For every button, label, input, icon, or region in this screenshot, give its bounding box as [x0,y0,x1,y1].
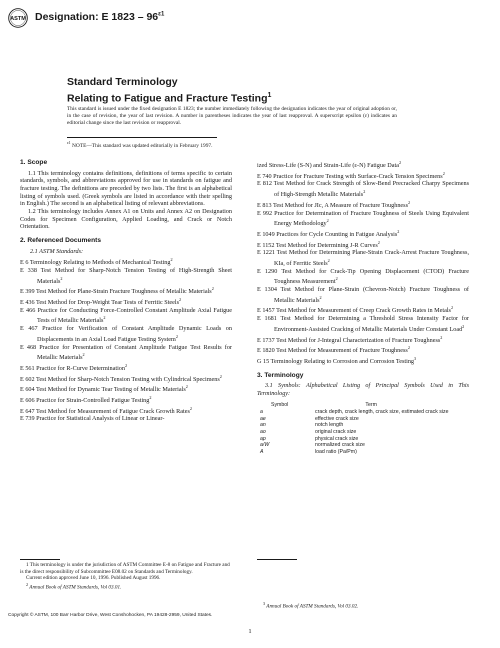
title-line-1: Standard Terminology [67,76,178,88]
reference-footnote-mark: 2 [211,286,214,292]
reference-footnote-mark: 2 [175,333,178,339]
reference-text: E 1737 Test Method for J-Integral Characterization of Fracture Toughness [257,336,441,344]
reference-item [20,415,232,423]
reference-item [20,405,232,416]
editorial-note-sup: ε1 [67,140,71,145]
term-cell: normalized crack size [315,442,365,449]
reference-footnote-mark: 2 [335,276,338,282]
symbols-table-row [257,422,469,429]
reference-item [20,373,232,384]
reference-text: E 338 Test Method for Sharp-Notch Tension Testing of High-Strength Sheet Materials [20,266,232,285]
reference-item [257,286,469,304]
term-cell: physical crack size [315,435,359,442]
reference-item [257,344,469,355]
logo-text: ASTM [10,16,26,23]
footnote-2-text: Annual Book of ASTM Standards, Vol 03.01. [28,584,122,591]
symbol-cell: ao [260,429,266,436]
footnote-divider-right [257,559,297,560]
symbol-cell: ae [260,415,266,422]
reference-footnote-mark: 2 [189,405,193,411]
astm-standards-subheading: 2.1 ASTM Standards: [30,247,84,255]
reference-footnote-mark: 2 [363,189,366,195]
symbol-cell: a [260,409,263,416]
reference-item [257,239,469,250]
reference-text: E 602 Test Method for Sharp-Notch Tension Testing with Cylindrical Specimens [20,375,220,383]
reference-item [257,228,469,239]
reference-text: E 1820 Test Method for Measurement of Fracture Toughness [257,347,408,355]
symbols-table-row [257,429,469,436]
reference-text: E 604 Test Method for Dynamic Tear Testing of Metallic Materials [20,386,186,394]
reference-item [20,362,232,373]
term-cell: notch length [315,422,344,429]
reference-item [257,315,469,333]
symbols-table-row [257,436,469,443]
editorial-note-text: NOTE—This standard was updated editorially in February 1997. [70,142,213,149]
reference-item [257,304,469,315]
reference-text: E 740 Practice for Fracture Testing with Surface-Crack Tension Specimens [257,172,443,180]
symbols-table-body [257,409,469,455]
reference-text: E 399 Test Method for Plane-Strain Fracture Toughness of Metallic Materials [20,288,212,296]
reference-text: E 436 Test Method for Drop-Weight Tear Tests of Ferritic Steels [20,299,180,307]
page-number: 1 [248,628,252,635]
reference-continuation [257,159,469,170]
reference-text: E 1152 Test Method for Determining J-R Curves [257,241,378,249]
symbol-cell: A [260,448,264,455]
title-footnote-mark: 1 [267,92,272,99]
symbol-cell: ap [260,435,266,442]
footnote-divider-left [20,559,60,560]
reference-text: E 1221 Test Method for Determining Plane-Strain Crack-Arrest Fracture Toughness, KIa, of Ferritic Steels [257,249,469,268]
left-column [20,159,232,423]
astm-logo [8,8,28,28]
reference-footnote-mark: 2 [462,323,465,329]
reference-text: E 739 Practice for Statistical Analysis of Linear or Linear- [20,415,165,423]
footnote-2-mark: 2 [26,581,29,587]
reference-item [20,307,232,325]
reference-text: E 606 Practice for Strain-Controlled Fatigue Testing [20,397,150,405]
reference-item [20,256,232,267]
symbols-table-row [257,416,469,423]
reference-text: E 812 Test Method for Crack Strength of Slow-Bend Precracked Charpy Specimens of High-Strength Metallic Materials [257,180,469,199]
designation-text: Designation: E 1823 – 96 [35,11,159,23]
term-cell: load ratio (Pa/Pm) [315,448,357,455]
reference-footnote-mark: 2 [407,345,410,351]
terminology-paragraph: 3.1 Symbols: Alphabetical Listing of Principal Symbols Used in This Terminology: [257,382,469,398]
term-cell: effective crack size [315,415,359,422]
reference-footnote-mark: 2 [170,257,173,263]
section-heading-terminology: 3. Terminology [257,371,304,379]
reference-text: E 992 Practice for Determination of Fracture Toughness of Steels Using Equivalent Energy Methodology [257,209,469,228]
reference-list-right [257,170,469,366]
title-block [67,76,487,106]
reference-item [20,296,232,307]
reference-footnote-mark: 2 [326,218,329,224]
reference-footnote-mark: 2 [450,305,454,311]
reference-text: E 466 Practice for Conducting Force-Controlled Constant Amplitude Axial Fatigue Tests of Metallic Materials [20,306,232,325]
symbol-column-header: Symbol [271,401,289,408]
term-column-header: Term [365,401,377,408]
section-heading-referenced: 2. Referenced Documents [20,236,101,244]
symbols-table-row [257,449,469,456]
reference-text: E 1290 Test Method for Crack-Tip Opening Displacement (CTOD) Fracture Toughness Measurement [257,267,469,286]
footnote-1: 1 This terminology is under the jurisdiction of ASTM Committee E-8 on Fatigue and Fracture and is the direct responsibility of Subcommittee E08.02 on Standards and Terminology. [20,562,230,575]
reference-text: G 15 Terminology Relating to Corrosion and Corrosion Testing [257,358,415,366]
reference-footnote-mark: 2 [440,334,443,340]
reference-footnote-mark: 2 [60,275,63,281]
reference-footnote-mark: 2 [319,294,322,300]
symbols-table-header [257,402,469,409]
reference-footnote-mark: 2 [82,352,85,358]
reference-item [257,249,469,267]
reference-item [257,199,469,210]
reference-item [257,334,469,345]
reference-item [20,383,232,394]
editorial-note [67,139,387,150]
title-text: Relating to Fatigue and Fracture Testing [67,92,268,105]
reference-item [257,355,469,366]
term-cell: original crack size [315,429,357,436]
reference-footnote-mark: 2 [442,170,445,176]
copyright-notice: Copyright © ASTM, 100 Barr Harbor Drive, West Conshohocken, PA 19428-2959, United States. [8,613,213,618]
reference-list-left [20,256,232,423]
reference-footnote-mark: 2 [219,373,222,379]
reference-footnote-mark: 2 [377,239,380,245]
title-line-2 [67,89,487,106]
note-divider [67,137,217,138]
reference-footnote-mark: 2 [185,384,188,390]
footnotes-left [20,562,232,591]
reference-footnote-mark: 2 [407,199,411,205]
reference-continuation-sup: 2 [398,160,402,165]
symbol-cell: a/W [260,442,270,449]
symbol-cell: an [260,422,266,429]
designation-sup: ε1 [158,11,165,18]
reference-text: E 561 Practice for R-Curve Determination [20,364,125,372]
footnote-2 [20,582,232,591]
reference-text: E 467 Practice for Verification of Constant Amplitude Dynamic Loads on Displacements in an Axial Load Fatigue Testing System [20,325,232,343]
reference-text: E 1304 Test Method for Plane-Strain (Chevron-Notch) Fracture Toughness of Metallic Materials [257,286,469,304]
footnotes-right [257,601,469,610]
term-cell: crack depth, crack length, crack size, estimated crack size [315,409,449,416]
section-heading-scope: 1. Scope [20,159,48,166]
reference-text: E 468 Practice for Presentation of Constant Amplitude Fatigue Test Results for Metallic Materials [20,343,232,362]
reference-continuation-text: ized Stress-Life (S-N) and Strain-Life (ε-N) Fatigue Data [257,162,399,170]
right-column [257,159,469,455]
reference-item [257,180,469,198]
designation [35,11,164,23]
reference-item [257,170,469,181]
designation-notice: This standard is issued under the fixed designation E 1823; the number immediately following the designation indicates the year of original adoption or, in the case of revision, the year of last revision. A number in parentheses indicates the year of last reapproval. A superscript epsilon (ε) indicates an editorial change since the last revision or reapproval. [67,106,397,127]
reference-item [257,210,469,228]
footnote-3 [257,601,469,610]
reference-text: E 1457 Test Method for Measurement of Creep Crack Growth Rates in Metals [257,307,451,315]
reference-item [257,268,469,286]
scope-paragraph-2: 1.2 This terminology includes Annex A1 on Units and Annex A2 on Designation Codes for Specimen Configuration, Applied Loading, and Crack or Notch Orientation. [20,207,232,231]
reference-footnote-mark: 2 [397,228,400,234]
scope-paragraph-1: 1.1 This terminology contains definitions, definitions of terms specific to certain standards, symbols, and abbreviations approved for use in standards on fatigue and fracture testing. The definitions are preceded by two lists. The first is an alphabetical listing of symbols used. (Greek symbols are listed in accordance with their spelling in English.) The second is an alphabetical listing of relevant abbreviations. [20,169,232,208]
reference-footnote-mark: 2 [149,395,152,401]
footnote-1-edition: Current edition approved June 10, 1996. Published August 1996. [26,575,161,582]
footnote-3-mark: 3 [263,601,266,606]
reference-text: E 1049 Practices for Cycle Counting in Fatigue Analysis [257,230,398,238]
reference-text: E 647 Test Method for Measurement of Fatigue Crack Growth Rates [20,407,190,415]
reference-footnote-mark: 2 [179,297,182,303]
reference-text: E 813 Test Method for JIc, A Measure of Fracture Toughness [257,201,408,209]
symbols-table [257,402,469,456]
symbols-table-row [257,442,469,449]
reference-text: E 6 Terminology Relating to Methods of Mechanical Testing [20,259,171,267]
reference-text: E 1681 Test Method for Determining a Threshold Stress Intensity Factor for Environment-Assisted Cracking of Metallic Materials Under Constant Load [257,315,469,333]
reference-footnote-mark: 2 [124,362,128,368]
reference-footnote-mark: 3 [414,356,417,361]
footnote-3-text: Annual Book of ASTM Standards, Vol 03.02. [265,603,359,610]
reference-item [20,325,232,343]
reference-item [20,394,232,405]
symbols-table-row [257,409,469,416]
reference-footnote-mark: 2 [327,258,330,263]
reference-item [20,285,232,296]
reference-item [20,344,232,362]
reference-item [20,267,232,285]
reference-footnote-mark: 2 [103,315,106,321]
